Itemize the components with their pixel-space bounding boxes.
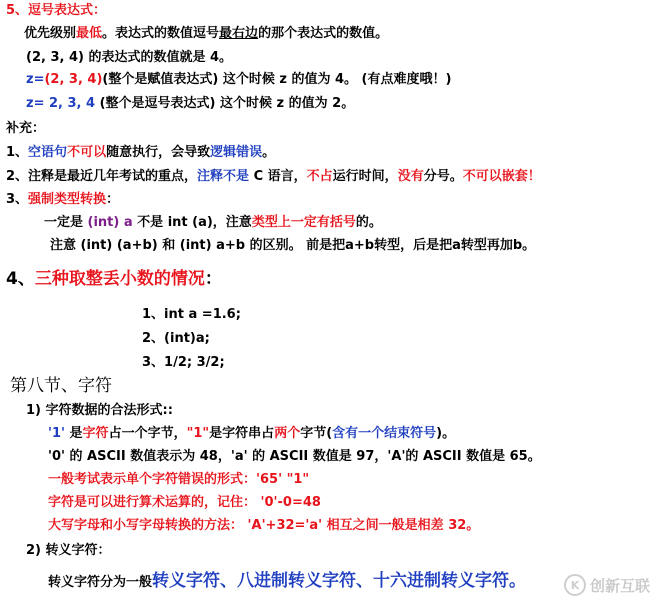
chapter-8-title: 第八节、字符 <box>10 376 112 396</box>
section-4-title: 4、三种取整丢小数的情况： <box>6 269 222 289</box>
supplement-title: 补充： <box>6 121 46 136</box>
cast-rule-line: 一定是 (int) a 不是 int (a)，注意类型上一定有括号的。 <box>44 215 382 230</box>
escape-subtitle: 2) 转义字符： <box>26 543 111 558</box>
watermark <box>564 574 650 596</box>
supplement-item-3: 3、强制类型转换： <box>6 192 120 207</box>
char-line-5: 大写字母和小写字母转换的方法： 'A'+32='a' 相互之间一般是相差 32。 <box>48 518 480 533</box>
s5-line-4: z= 2, 3, 4 (整个是逗号表达式) 这个时候 z 的值为 2。 <box>26 96 355 111</box>
s5-line-1: 优先级别最低。表达式的数值逗号最右边的那个表达式的数值。 <box>24 26 389 41</box>
char-forms-subtitle: 1) 字符数据的合法形式:: <box>26 403 173 418</box>
section-5-title: 5、逗号表达式： <box>6 3 107 18</box>
char-line-1: '1' 是字符占一个字节，"1"是字符串占两个字节(含有一个结束符号)。 <box>48 426 456 441</box>
trunc-example-2: 2、(int)a; <box>142 331 210 346</box>
s5-line-3: z=(2, 3, 4)(整个是赋值表达式) 这个时候 z 的值为 4。 (有点难度哦！) <box>26 72 452 87</box>
char-line-4: 字符是可以进行算术运算的，记住： '0'-0=48 <box>48 495 321 510</box>
watermark-text: 创新互联 <box>589 576 650 595</box>
cast-note-line: 注意 (int) (a+b) 和 (int) a+b 的区别。 前是把a+b转型，后是把a转型再加b。 <box>50 238 536 253</box>
escape-line: 转义字符分为一般转义字符、八进制转义字符、十六进制转义字符。 <box>48 571 527 591</box>
char-line-2: '0' 的 ASCII 数值表示为 48，'a' 的 ASCII 数值是 97，'A'的 ASCII 数值是 65。 <box>48 449 541 464</box>
s5-line-2: (2, 3, 4) 的表达式的数值就是 4。 <box>26 50 233 65</box>
supplement-item-1: 1、空语句不可以随意执行，会导致逻辑错误。 <box>6 145 276 160</box>
supplement-item-2: 2、注释是最近几年考试的重点，注释不是 C 语言，不占运行时间，没有分号。不可以嵌套！ <box>6 169 541 184</box>
char-line-3: 一般考试表示单个字符错误的形式：'65' "1" <box>48 472 310 487</box>
trunc-example-3: 3、1/2; 3/2; <box>142 355 225 370</box>
brand-logo-icon: K <box>564 574 586 596</box>
trunc-example-1: 1、int a =1.6; <box>142 307 241 322</box>
